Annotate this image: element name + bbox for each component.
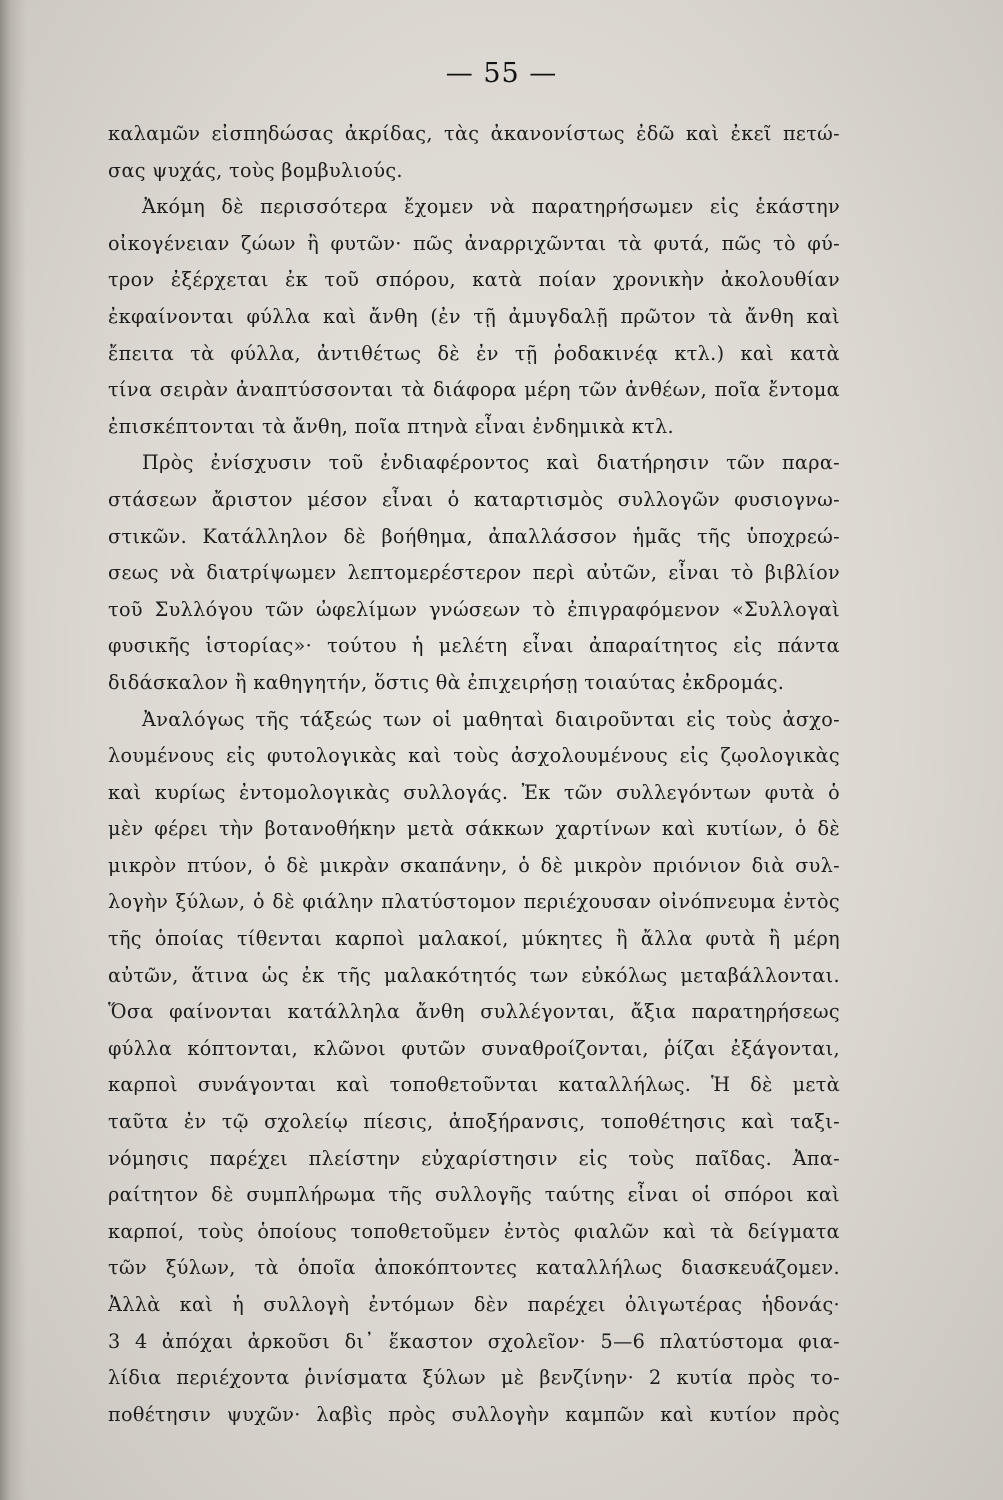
text-line: στάσεων ἄριστον μέσον εἶναι ὁ καταρτισμὸς συλλογῶν φυσιογνω- <box>108 487 840 511</box>
text-line: λίδια περιέχοντα ῥινίσματα ξύλων μὲ βενζίνην· 2 κυτία πρὸς το- <box>108 1366 840 1390</box>
text-line: Πρὸς ἐνίσχυσιν τοῦ ἐνδιαφέροντος καὶ διατήρησιν τῶν παρα- <box>142 451 840 475</box>
text-line: ἔπειτα τὰ φύλλα, ἀντιθέτως δὲ ἐν τῇ ῥοδακινέᾳ κτλ.) καὶ κατὰ <box>108 341 840 365</box>
text-line: ἐπισκέπτονται τὰ ἄνθη, ποῖα πτηνὰ εἶναι ἐνδημικὰ κτλ. <box>108 414 674 438</box>
text-line: αὐτῶν, ἅτινα ὡς ἐκ τῆς μαλακότητός των εὐκόλως μεταβάλλονται. <box>108 963 840 987</box>
text-line: ταῦτα ἐν τῷ σχολείῳ πίεσις, ἀποξήρανσις, τοποθέτησις καὶ ταξι- <box>108 1110 840 1134</box>
text-line: μὲν φέρει τὴν βοτανοθήκην μετὰ σάκκων χαρτίνων καὶ κυτίων, ὁ δὲ <box>108 817 840 841</box>
page-number: — 55 — <box>445 58 558 89</box>
text-line: λογὴν ξύλων, ὁ δὲ φιάλην πλατύστομον περιέχουσαν οἰνόπνευμα ἐντὸς <box>108 890 840 914</box>
text-line: καρποί, τοὺς ὁποίους τοποθετοῦμεν ἐντὸς φιαλῶν καὶ τὰ δείγματα <box>108 1219 840 1243</box>
binding-shadow <box>0 0 26 1500</box>
text-line: σας ψυχάς, τοὺς βομβυλιούς. <box>108 158 403 182</box>
text-line: διδάσκαλον ἢ καθηγητήν, ὅστις θὰ ἐπιχειρήσῃ τοιαύτας ἐκδρομάς. <box>108 670 785 694</box>
text-line: ποθέτησιν ψυχῶν· λαβὶς πρὸς συλλογὴν καμπῶν καὶ κυτίον πρὸς <box>108 1402 840 1426</box>
text-line: σεως νὰ διατρίψωμεν λεπτομερέστερον περὶ αὐτῶν, εἶναι τὸ βιβλίον <box>108 561 840 585</box>
text-line: τῆς ὁποίας τίθενται καρποὶ μαλακοί, μύκητες ἢ ἄλλα φυτὰ ἢ μέρη <box>108 927 840 951</box>
text-line: καρποὶ συνάγονται καὶ τοποθετοῦνται καταλλήλως. Ἡ δὲ μετὰ <box>108 1073 840 1097</box>
text-line: τῶν ξύλων, τὰ ὁποῖα ἀποκόπτοντες καταλλήλως διασκευάζομεν. <box>108 1256 840 1280</box>
text-line: νόμησις παρέχει πλείστην εὐχαρίστησιν εἰς τοὺς παῖδας. Ἀπα- <box>108 1146 840 1170</box>
text-line: τοῦ Συλλόγου τῶν ὠφελίμων γνώσεων τὸ ἐπιγραφόμενον «Συλλογαὶ <box>108 597 840 621</box>
text-line: φυσικῆς ἱστορίας»· τούτου ἡ μελέτη εἶναι ἀπαραίτητος εἰς πάντα <box>108 634 840 658</box>
text-line: φύλλα κόπτονται, κλῶνοι φυτῶν συναθροίζονται, ῥίζαι ἐξάγονται, <box>108 1036 840 1060</box>
text-line: ἐκφαίνονται φύλλα καὶ ἄνθη (ἐν τῇ ἀμυγδαλῇ πρῶτον τὰ ἄνθη καὶ <box>108 304 840 328</box>
text-line: τίνα σειρὰν ἀναπτύσσονται τὰ διάφορα μέρη τῶν ἀνθέων, ποῖα ἔντομα <box>108 378 840 402</box>
body-text <box>108 116 840 1433</box>
text-line: μικρὸν πτύον, ὁ δὲ μικρὰν σκαπάνην, ὁ δὲ μικρὸν πριόνιον διὰ συλ- <box>108 853 840 877</box>
text-line: ραίτητον δὲ συμπλήρωμα τῆς συλλογῆς ταύτης εἶναι οἱ σπόροι καὶ <box>108 1183 840 1207</box>
text-line: Ἀναλόγως τῆς τάξεώς των οἱ μαθηταὶ διαιροῦνται εἰς τοὺς ἀσχο- <box>142 707 840 731</box>
text-line: οἰκογένειαν ζώων ἢ φυτῶν· πῶς ἀναρριχῶνται τὰ φυτά, πῶς τὸ φύ- <box>108 231 840 255</box>
text-line: λουμένους εἰς φυτολογικὰς καὶ τοὺς ἀσχολουμένους εἰς ζῳολογικὰς <box>108 744 840 768</box>
text-line: τρον ἐξέρχεται ἐκ τοῦ σπόρου, κατὰ ποίαν χρονικὴν ἀκολουθίαν <box>108 268 840 292</box>
text-line: 3 4 ἀπόχαι ἀρκοῦσι δι᾽ ἕκαστον σχολεῖον· 5—6 πλατύστομα φια- <box>108 1329 840 1353</box>
text-line: καὶ κυρίως ἐντομολογικὰς συλλογάς. Ἐκ τῶν συλλεγόντων φυτὰ ὁ <box>108 780 840 804</box>
text-line: Ἀκόμη δὲ περισσότερα ἔχομεν νὰ παρατηρήσωμεν εἰς ἑκάστην <box>142 195 840 219</box>
text-line: Ἀλλὰ καὶ ἡ συλλογὴ ἐντόμων δὲν παρέχει ὀλιγωτέρας ἡδονάς· <box>108 1293 840 1316</box>
text-line: στικῶν. Κατάλληλον δὲ βοήθημα, ἀπαλλάσσον ἡμᾶς τῆς ὑποχρεώ- <box>108 524 840 548</box>
text-line: Ὅσα φαίνονται κατάλληλα ἄνθη συλλέγονται, ἄξια παρατηρήσεως <box>108 1000 840 1024</box>
text-line: καλαμῶν εἰσπηδώσας ἀκρίδας, τὰς ἀκανονίστως ἐδῶ καὶ ἐκεῖ πετώ- <box>108 122 840 145</box>
